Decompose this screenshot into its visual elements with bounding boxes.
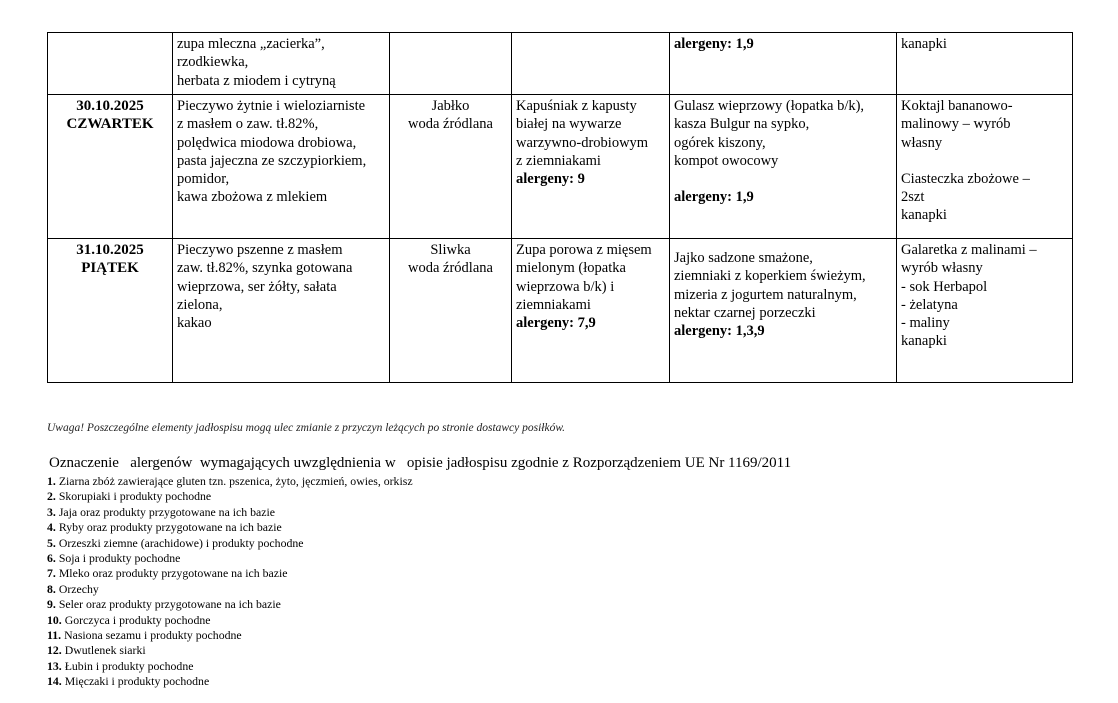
allergen-number: 12. (47, 643, 62, 658)
allergen-item (47, 536, 413, 551)
menu-line: woda źródlana (408, 116, 493, 133)
afternoon-snack-cell (897, 239, 1073, 383)
menu-line: mielonym (łopatka (516, 260, 626, 277)
menu-line: warzywno-drobiowym (516, 134, 649, 151)
allergens-label: alergeny: 1,3,9 (674, 323, 765, 340)
allergens-label: alergeny: 1,9 (674, 36, 754, 52)
menu-line: kompot owocowy (674, 152, 779, 169)
menu-table (47, 32, 1073, 383)
allergen-text: Mięczaki i produkty pochodne (64, 674, 210, 689)
allergen-number: 5. (47, 535, 56, 550)
allergen-item (47, 674, 413, 689)
day-cell (48, 95, 173, 239)
menu-line: Galaretka z malinami – (901, 242, 1037, 258)
menu-line: ogórek kiszony, (674, 134, 766, 151)
menu-line: ziemniakami (516, 296, 591, 313)
allergen-text: Ryby oraz produkty przygotowane na ich bazie (58, 520, 282, 535)
menu-change-note: Uwaga! Poszczególne elementy jadłospisu mogą ulec zmianie z przyczyn leżących po stronie dostawcy posiłków. (47, 422, 566, 434)
allergen-text: Ziarna zbóż zawierające gluten tzn. pszenica, żyto, jęczmień, owies, orkisz (58, 474, 413, 488)
breakfast-cell (173, 33, 390, 95)
soup-cell (512, 95, 670, 239)
allergen-item (47, 613, 413, 628)
menu-line: - sok Herbapol (901, 278, 988, 295)
main-course-cell (670, 33, 897, 95)
menu-line: woda źródlana (408, 260, 493, 277)
allergen-text: Nasiona sezamu i produkty pochodne (64, 628, 242, 643)
allergen-item (47, 659, 413, 674)
menu-line: Jajko sadzone smażone, (674, 250, 813, 266)
menu-line: z masłem o zaw. tł.82%, (177, 116, 319, 133)
breakfast-cell (173, 95, 390, 239)
allergen-text: Mleko oraz produkty przygotowane na ich bazie (58, 566, 288, 581)
allergen-item (47, 474, 413, 489)
allergen-item (47, 628, 413, 643)
menu-day-row (48, 33, 1073, 95)
menu-line: rzodkiewka, (177, 54, 249, 71)
allergen-item (47, 566, 413, 581)
menu-line: Gulasz wieprzowy (łopatka b/k), (674, 98, 865, 114)
allergen-number: 14. (47, 674, 62, 689)
allergen-item (47, 597, 413, 612)
allergen-text: Soja i produkty pochodne (58, 551, 181, 566)
menu-line: Pieczywo żytnie i wieloziarniste (177, 98, 366, 114)
menu-line: Jabłko (431, 98, 470, 114)
main-course-cell (670, 239, 897, 383)
allergen-number: 10. (47, 612, 62, 627)
afternoon-snack-cell (897, 95, 1073, 239)
allergen-number: 11. (47, 628, 62, 643)
menu-line: pomidor, (177, 171, 230, 188)
allergen-number: 3. (47, 504, 56, 519)
allergen-text: Orzechy (58, 581, 99, 596)
menu-line: Zupa porowa z mięsem (516, 242, 652, 258)
allergens-label: alergeny: 7,9 (516, 315, 596, 332)
menu-line: kanapki (901, 333, 947, 350)
menu-line: kanapki (901, 207, 947, 224)
day-cell (48, 239, 173, 383)
menu-line: z ziemniakami (516, 152, 601, 169)
snack-cell (390, 33, 512, 95)
allergen-item (47, 505, 413, 520)
main-course-cell (670, 95, 897, 239)
allergen-text: Dwutlenek siarki (64, 643, 146, 658)
menu-line: wieprzowa b/k) i (516, 278, 615, 295)
allergen-text: Orzeszki ziemne (arachidowe) i produkty pochodne (58, 535, 304, 550)
allergens-label: alergeny: 9 (516, 171, 585, 188)
menu-line: mizeria z jogurtem naturalnym, (674, 286, 857, 303)
allergen-legend-title: Oznaczenie alergenów wymagających uwzględnienia w opisie jadłospisu zgodnie z Rozporządzeniem UE Nr 1169/2011 (49, 455, 792, 471)
menu-line: ziemniaki z koperkiem świeżym, (674, 268, 866, 285)
allergen-item (47, 582, 413, 597)
day-date: 30.10.2025 (76, 98, 144, 114)
day-weekday: PIĄTEK (81, 260, 139, 277)
menu-line: zaw. tł.82%, szynka gotowana (177, 260, 353, 277)
allergen-item (47, 489, 413, 504)
allergen-item (47, 551, 413, 566)
menu-line: zupa mleczna „zacierka”, (177, 36, 325, 52)
allergen-number: 7. (47, 566, 56, 581)
allergen-legend-list (47, 474, 413, 690)
allergen-number: 6. (47, 551, 56, 566)
allergens-label: alergeny: 1,9 (674, 189, 754, 206)
menu-line: nektar czarnej porzeczki (674, 304, 816, 321)
menu-day-row (48, 95, 1073, 239)
menu-line: - żelatyna (901, 296, 958, 313)
menu-line: kanapki (901, 36, 947, 52)
allergen-number: 2. (47, 489, 56, 504)
allergen-number: 8. (47, 581, 56, 596)
snack-cell (390, 239, 512, 383)
menu-line: własny (901, 134, 943, 151)
menu-line: Ciasteczka zbożowe – (901, 170, 1030, 187)
menu-line: herbata z miodem i cytryną (177, 72, 336, 89)
allergen-number: 9. (47, 597, 56, 612)
day-weekday: CZWARTEK (66, 116, 154, 133)
menu-line: wyrób własny (901, 260, 983, 277)
menu-line: 2szt (901, 189, 925, 206)
menu-line: malinowy – wyrób (901, 116, 1011, 133)
day-date: 31.10.2025 (76, 242, 144, 258)
menu-line: wieprzowa, ser żółty, sałata (177, 278, 337, 295)
allergen-number: 1. (47, 474, 56, 488)
menu-line: polędwica miodowa drobiowa, (177, 134, 357, 151)
allergen-item (47, 643, 413, 658)
menu-line: Sliwka (430, 242, 471, 258)
menu-line: kasza Bulgur na sypko, (674, 116, 810, 133)
menu-line: białej na wywarze (516, 116, 622, 133)
allergen-text: Łubin i produkty pochodne (64, 658, 194, 673)
menu-day-row (48, 239, 1073, 383)
menu-line: Kapuśniak z kapusty (516, 98, 637, 114)
day-cell (48, 33, 173, 95)
menu-line: Koktajl bananowo- (901, 98, 1013, 114)
menu-line: kakao (177, 315, 212, 332)
allergen-number: 13. (47, 658, 62, 673)
menu-line: - maliny (901, 315, 950, 332)
soup-cell (512, 239, 670, 383)
allergen-number: 4. (47, 520, 56, 535)
soup-cell (512, 33, 670, 95)
menu-line: Pieczywo pszenne z masłem (177, 242, 343, 258)
allergen-text: Skorupiaki i produkty pochodne (58, 489, 212, 504)
allergen-item (47, 520, 413, 535)
breakfast-cell (173, 239, 390, 383)
snack-cell (390, 95, 512, 239)
allergen-text: Seler oraz produkty przygotowane na ich bazie (58, 597, 281, 612)
menu-line: pasta jajeczna ze szczypiorkiem, (177, 152, 367, 169)
menu-line: zielona, (177, 296, 223, 313)
menu-line: kawa zbożowa z mlekiem (177, 189, 328, 206)
allergen-text: Gorczyca i produkty pochodne (64, 612, 211, 627)
afternoon-snack-cell (897, 33, 1073, 95)
allergen-text: Jaja oraz produkty przygotowane na ich bazie (58, 504, 275, 519)
